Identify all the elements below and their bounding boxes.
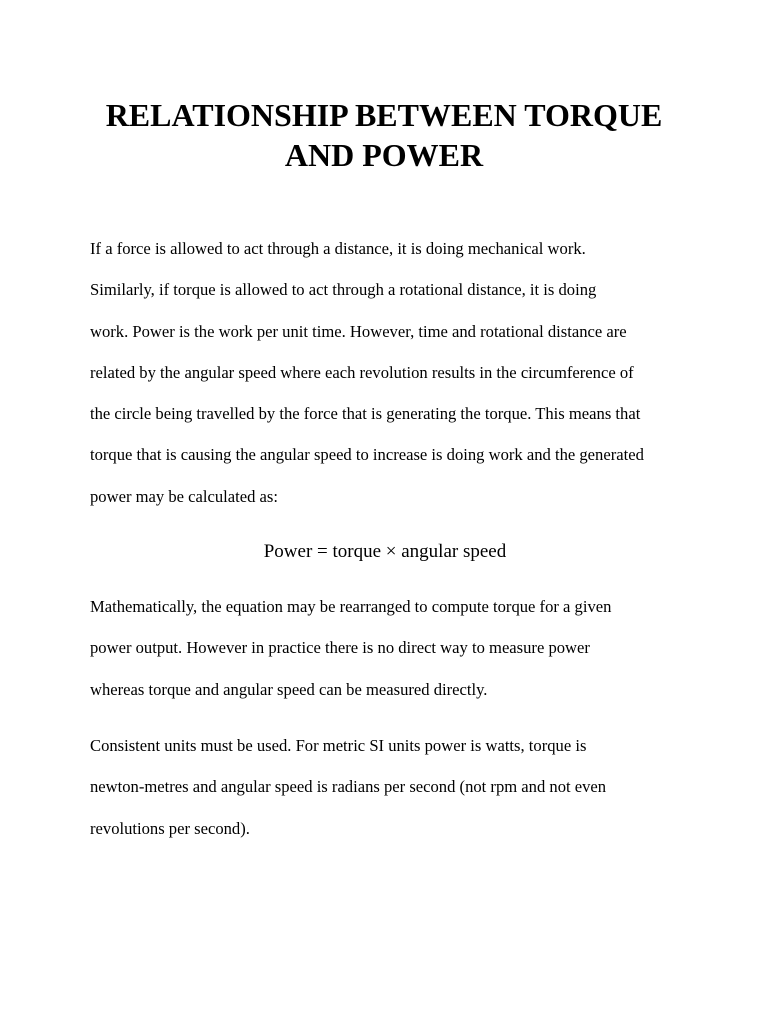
- paragraph-1: [90, 228, 730, 517]
- document-title: [60, 95, 708, 175]
- paragraph-1-line: work. Power is the work per unit time. However, time and rotational distance are: [90, 321, 627, 341]
- paragraph-3-line: Consistent units must be used. For metric SI units power is watts, torque is: [90, 736, 587, 755]
- paragraph-3: [90, 725, 730, 849]
- title-line-1: RELATIONSHIP BETWEEN TORQUE: [105, 97, 663, 133]
- title-line-2: AND POWER: [284, 137, 484, 173]
- paragraph-1-line: related by the angular speed where each revolution results in the circumference of: [90, 362, 634, 382]
- paragraph-3-line: revolutions per second).: [90, 818, 250, 838]
- paragraph-1-line: Similarly, if torque is allowed to act through a rotational distance, it is doing: [90, 280, 597, 300]
- paragraph-2: [90, 586, 730, 710]
- paragraph-2-line: power output. However in practice there is no direct way to measure power: [90, 638, 590, 658]
- paragraph-2-line: whereas torque and angular speed can be measured directly.: [90, 679, 488, 699]
- power-equation: Power = torque × angular speed: [263, 541, 507, 562]
- paragraph-1-line: torque that is causing the angular speed to increase is doing work and the generated: [90, 445, 644, 465]
- paragraph-3-line: newton-metres and angular speed is radians per second (not rpm and not even: [90, 777, 607, 797]
- paragraph-1-line: the circle being travelled by the force that is generating the torque. This means that: [90, 404, 641, 424]
- paragraph-1-line: power may be calculated as:: [90, 486, 278, 506]
- paragraph-2-line: Mathematically, the equation may be rearranged to compute torque for a given: [90, 597, 612, 616]
- paragraph-1-line: If a force is allowed to act through a distance, it is doing mechanical work.: [90, 239, 586, 258]
